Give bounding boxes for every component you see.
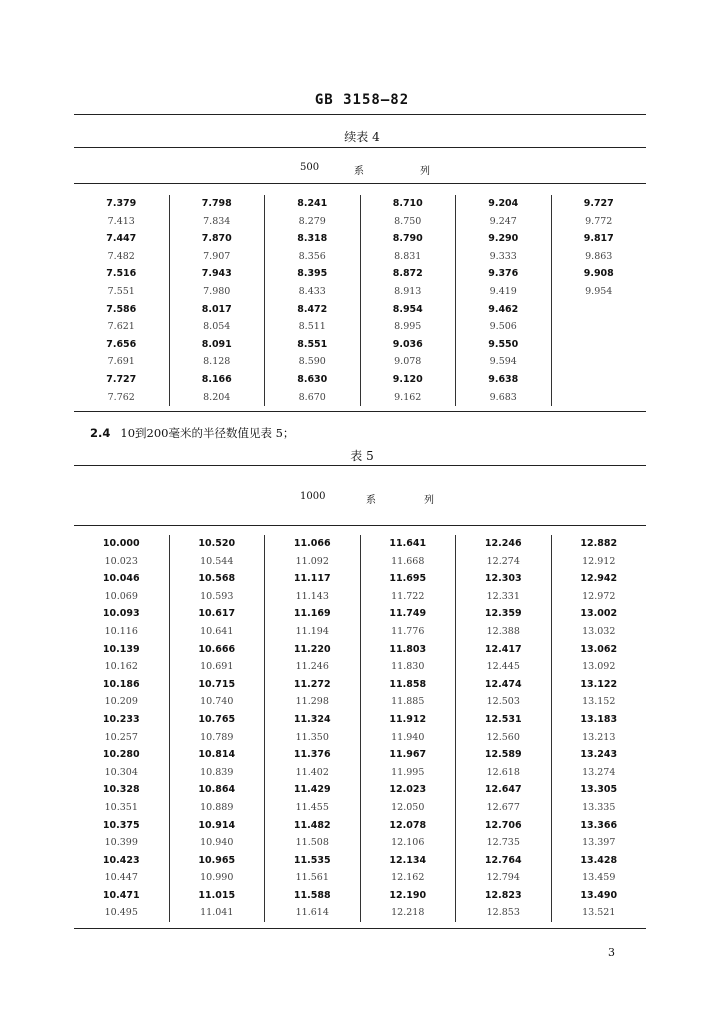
- section-text: 10到200毫米的半径数值见表 5；: [120, 426, 295, 440]
- table-cell: 10.691: [200, 661, 234, 673]
- table-cell: 10.423: [102, 854, 140, 866]
- table-cell: 8.511: [298, 321, 326, 333]
- table-cell: 11.402: [295, 766, 329, 778]
- table-cell: 13.243: [580, 749, 618, 761]
- table-cell: 7.727: [106, 373, 137, 385]
- table-cell: 9.772: [585, 215, 613, 227]
- table-cell: 10.814: [198, 749, 236, 761]
- section-number: 2.4: [90, 426, 111, 440]
- table-cell: 10.740: [200, 696, 234, 708]
- table-column: [74, 535, 169, 922]
- table-cell: 9.594: [489, 356, 517, 368]
- table-cell: 12.417: [484, 643, 522, 655]
- table4-title-rule: [74, 147, 646, 148]
- table-cell: 7.482: [107, 250, 135, 262]
- table-cell: 10.069: [104, 590, 138, 602]
- table-cell: 10.641: [200, 625, 234, 637]
- table-cell: 13.183: [580, 713, 618, 725]
- table-cell: 7.379: [106, 198, 137, 209]
- table-column: [264, 535, 360, 922]
- table5-body: [74, 535, 646, 922]
- table-cell: 9.462: [488, 303, 519, 315]
- table-cell: 11.535: [293, 854, 331, 866]
- table-cell: 8.630: [297, 373, 328, 385]
- table-cell: 12.503: [486, 696, 520, 708]
- table5-bottom-rule: [74, 928, 646, 929]
- table-cell: 10.233: [102, 713, 140, 725]
- table-column: [551, 195, 647, 406]
- table-cell: 8.091: [201, 338, 232, 350]
- table-cell: 9.333: [489, 250, 517, 262]
- table-cell: 11.092: [295, 555, 329, 567]
- table-cell: 13.274: [582, 766, 616, 778]
- table-cell: 7.834: [203, 215, 231, 227]
- table-cell: 9.683: [489, 391, 517, 403]
- table-cell: 9.290: [488, 233, 519, 245]
- table-cell: 11.508: [295, 837, 329, 849]
- table-cell: 10.617: [198, 608, 236, 620]
- table-cell: 11.641: [389, 538, 427, 549]
- table-cell: 9.638: [488, 373, 519, 385]
- table-cell: 11.940: [391, 731, 425, 743]
- table5-header-rule: [74, 525, 646, 526]
- table4-series-label1: 系: [354, 166, 364, 177]
- table5-series-label1: 系: [366, 495, 376, 506]
- table-cell: 7.980: [203, 285, 231, 297]
- table-cell: 10.304: [104, 766, 138, 778]
- table-cell: 10.280: [102, 749, 140, 761]
- table-cell: 13.213: [582, 731, 616, 743]
- table-cell: 12.388: [486, 625, 520, 637]
- table-cell: 13.459: [582, 872, 616, 884]
- table-cell: 12.618: [486, 766, 520, 778]
- table-cell: 10.593: [200, 590, 234, 602]
- table-cell: 9.954: [585, 285, 613, 297]
- table-cell: 13.032: [582, 625, 616, 637]
- table-cell: 12.942: [580, 573, 618, 585]
- table-cell: 12.589: [484, 749, 522, 761]
- standard-code: GB 3158—82: [314, 92, 410, 108]
- table-cell: 10.889: [200, 801, 234, 813]
- table-cell: 12.972: [582, 590, 616, 602]
- table-cell: 8.551: [297, 338, 328, 350]
- table-cell: 12.359: [484, 608, 522, 620]
- table-cell: 10.990: [200, 872, 234, 884]
- table-cell: 13.428: [580, 854, 618, 866]
- table-column: [360, 195, 456, 406]
- table-cell: 11.561: [295, 872, 329, 884]
- table-cell: 12.078: [389, 819, 427, 831]
- table-cell: 10.351: [104, 801, 138, 813]
- table-cell: 8.472: [297, 303, 328, 315]
- table-cell: 11.912: [389, 713, 427, 725]
- table-cell: 12.106: [391, 837, 425, 849]
- table-cell: 11.117: [293, 573, 331, 585]
- table-cell: 12.764: [484, 854, 522, 866]
- table-cell: 11.429: [293, 784, 331, 796]
- table-column: [455, 195, 551, 406]
- table4-body: [74, 195, 646, 406]
- table-cell: 12.246: [484, 538, 522, 549]
- table-cell: 7.798: [201, 198, 232, 209]
- table-cell: 7.551: [107, 285, 135, 297]
- table-cell: 9.419: [489, 285, 517, 297]
- table4-top-rule: [74, 114, 646, 115]
- table-cell: 11.246: [295, 661, 329, 673]
- table-cell: 8.670: [298, 391, 326, 403]
- table-cell: 8.954: [392, 303, 423, 315]
- table-cell: 10.328: [102, 784, 140, 796]
- table-cell: 8.318: [297, 233, 328, 245]
- table-cell: 13.521: [582, 907, 616, 919]
- table-cell: 8.590: [298, 356, 326, 368]
- table-cell: 12.735: [486, 837, 520, 849]
- table-cell: 10.000: [102, 538, 140, 549]
- table-cell: 10.914: [198, 819, 236, 831]
- table4-series-value: 500: [300, 162, 320, 173]
- table-cell: 11.376: [293, 749, 331, 761]
- table-cell: 12.882: [580, 538, 618, 549]
- table-cell: 10.139: [102, 643, 140, 655]
- table-cell: 8.790: [392, 233, 423, 245]
- table-cell: 12.274: [486, 555, 520, 567]
- table-cell: 8.279: [298, 215, 326, 227]
- table-cell: 11.749: [389, 608, 427, 620]
- table-cell: 8.995: [394, 321, 422, 333]
- table-cell: 10.162: [104, 661, 138, 673]
- table-cell: 12.050: [391, 801, 425, 813]
- table-cell: 10.471: [102, 889, 140, 901]
- table-cell: 11.143: [295, 590, 329, 602]
- table-cell: 12.912: [582, 555, 616, 567]
- table-cell: 10.965: [198, 854, 236, 866]
- table-cell: 7.943: [201, 268, 232, 280]
- table-cell: 9.204: [488, 198, 519, 209]
- table-column: [74, 195, 169, 406]
- table-cell: 8.241: [297, 198, 328, 209]
- table4-bottom-rule: [74, 411, 646, 412]
- table-cell: 9.247: [489, 215, 517, 227]
- table-cell: 12.023: [389, 784, 427, 796]
- table-cell: 11.995: [391, 766, 425, 778]
- table-cell: 9.550: [488, 338, 519, 350]
- table-cell: 10.399: [104, 837, 138, 849]
- table-cell: 7.907: [203, 250, 231, 262]
- table-cell: 8.433: [298, 285, 326, 297]
- table-cell: 10.023: [104, 555, 138, 567]
- table-cell: 10.789: [200, 731, 234, 743]
- table-cell: 8.356: [298, 250, 326, 262]
- table-cell: 12.162: [391, 872, 425, 884]
- table-cell: 7.870: [201, 233, 232, 245]
- page-number: 3: [608, 946, 615, 959]
- table-cell: 9.036: [392, 338, 423, 350]
- section-note: [90, 425, 294, 441]
- table-cell: 12.134: [389, 854, 427, 866]
- table-cell: 10.093: [102, 608, 140, 620]
- table-cell: 7.621: [107, 321, 135, 333]
- table-cell: 12.647: [484, 784, 522, 796]
- table-cell: 13.122: [580, 678, 618, 690]
- table-cell: 7.516: [106, 268, 137, 280]
- table-cell: 10.046: [102, 573, 140, 585]
- table-cell: 11.015: [198, 889, 236, 901]
- table-cell: 9.863: [585, 250, 613, 262]
- table-cell: 10.209: [104, 696, 138, 708]
- table-cell: 9.376: [488, 268, 519, 280]
- table-cell: 12.677: [486, 801, 520, 813]
- table-cell: 8.750: [394, 215, 422, 227]
- table-cell: 9.162: [394, 391, 422, 403]
- table-cell: 7.656: [106, 338, 137, 350]
- table-cell: 12.190: [389, 889, 427, 901]
- table-cell: 12.531: [484, 713, 522, 725]
- table-cell: 13.366: [580, 819, 618, 831]
- table-cell: 10.186: [102, 678, 140, 690]
- table-cell: 12.706: [484, 819, 522, 831]
- table-cell: 10.765: [198, 713, 236, 725]
- table-cell: 8.128: [203, 356, 231, 368]
- table-cell: 13.335: [582, 801, 616, 813]
- table-cell: 8.017: [201, 303, 232, 315]
- table-cell: 11.298: [295, 696, 329, 708]
- table-cell: 10.864: [198, 784, 236, 796]
- table-cell: 13.490: [580, 889, 618, 901]
- table-cell: 11.169: [293, 608, 331, 620]
- table5-series-label2: 列: [424, 495, 434, 506]
- table-cell: 11.858: [389, 678, 427, 690]
- table-column: [169, 535, 265, 922]
- table-cell: 13.002: [580, 608, 618, 620]
- table-cell: 12.794: [486, 872, 520, 884]
- table4-title: 续表 4: [344, 130, 380, 144]
- table-cell: 13.305: [580, 784, 618, 796]
- table-cell: 11.668: [391, 555, 425, 567]
- table-cell: 7.413: [107, 215, 135, 227]
- table-cell: 13.062: [580, 643, 618, 655]
- table-cell: 11.776: [391, 625, 425, 637]
- table-cell: 10.257: [104, 731, 138, 743]
- table-cell: 11.220: [293, 643, 331, 655]
- table-cell: 8.913: [394, 285, 422, 297]
- table-cell: 10.520: [198, 538, 236, 549]
- table5-title: 表 5: [350, 449, 374, 463]
- table-cell: 11.041: [200, 907, 234, 919]
- table-cell: 11.194: [295, 625, 329, 637]
- table-cell: 11.614: [295, 907, 329, 919]
- table-cell: 13.092: [582, 661, 616, 673]
- table-cell: 8.710: [392, 198, 423, 209]
- table5-title-rule: [74, 465, 646, 466]
- table-cell: 11.588: [293, 889, 331, 901]
- table-cell: 10.447: [104, 872, 138, 884]
- table-cell: 10.375: [102, 819, 140, 831]
- table-column: [169, 195, 265, 406]
- table-column: [455, 535, 551, 922]
- table-cell: 12.823: [484, 889, 522, 901]
- table-cell: 11.885: [391, 696, 425, 708]
- table-cell: 11.455: [295, 801, 329, 813]
- table-cell: 12.474: [484, 678, 522, 690]
- table-cell: 11.830: [391, 661, 425, 673]
- table-cell: 10.116: [104, 625, 138, 637]
- table-cell: 9.506: [489, 321, 517, 333]
- table-cell: 9.078: [394, 356, 422, 368]
- table-cell: 12.331: [486, 590, 520, 602]
- table-cell: 7.447: [106, 233, 137, 245]
- table-cell: 10.839: [200, 766, 234, 778]
- table4-series-label2: 列: [420, 166, 430, 177]
- table-cell: 11.722: [391, 590, 425, 602]
- table-cell: 11.695: [389, 573, 427, 585]
- table-cell: 9.120: [392, 373, 423, 385]
- table-cell: 8.831: [394, 250, 422, 262]
- table-cell: 9.817: [583, 233, 614, 245]
- table-cell: 11.967: [389, 749, 427, 761]
- table-cell: 12.853: [486, 907, 520, 919]
- table-cell: 12.445: [486, 661, 520, 673]
- table-cell: 7.762: [107, 391, 135, 403]
- table-cell: 9.908: [583, 268, 614, 280]
- table-cell: 10.544: [200, 555, 234, 567]
- table-cell: 11.066: [293, 538, 331, 549]
- table-cell: 10.666: [198, 643, 236, 655]
- table-cell: 9.727: [583, 198, 614, 209]
- table5-series-value: 1000: [300, 491, 326, 502]
- table-column: [264, 195, 360, 406]
- table-cell: 7.691: [107, 356, 135, 368]
- table-column: [360, 535, 456, 922]
- table4-header-rule: [74, 183, 646, 184]
- table-cell: 12.560: [486, 731, 520, 743]
- table-cell: 10.940: [200, 837, 234, 849]
- table-cell: 7.586: [106, 303, 137, 315]
- table-cell: 8.054: [203, 321, 231, 333]
- table-cell: 13.152: [582, 696, 616, 708]
- table-cell: 8.166: [201, 373, 232, 385]
- table-column: [551, 535, 647, 922]
- table-cell: 10.715: [198, 678, 236, 690]
- table-cell: 10.495: [104, 907, 138, 919]
- table-cell: 11.350: [295, 731, 329, 743]
- table-cell: 12.218: [391, 907, 425, 919]
- table-cell: 11.324: [293, 713, 331, 725]
- table-cell: 13.397: [582, 837, 616, 849]
- table-cell: 11.482: [293, 819, 331, 831]
- table-cell: 12.303: [484, 573, 522, 585]
- table-cell: 8.395: [297, 268, 328, 280]
- table-cell: 11.272: [293, 678, 331, 690]
- table-cell: 8.872: [392, 268, 423, 280]
- table-cell: 11.803: [389, 643, 427, 655]
- table-cell: 10.568: [198, 573, 236, 585]
- table-cell: 8.204: [203, 391, 231, 403]
